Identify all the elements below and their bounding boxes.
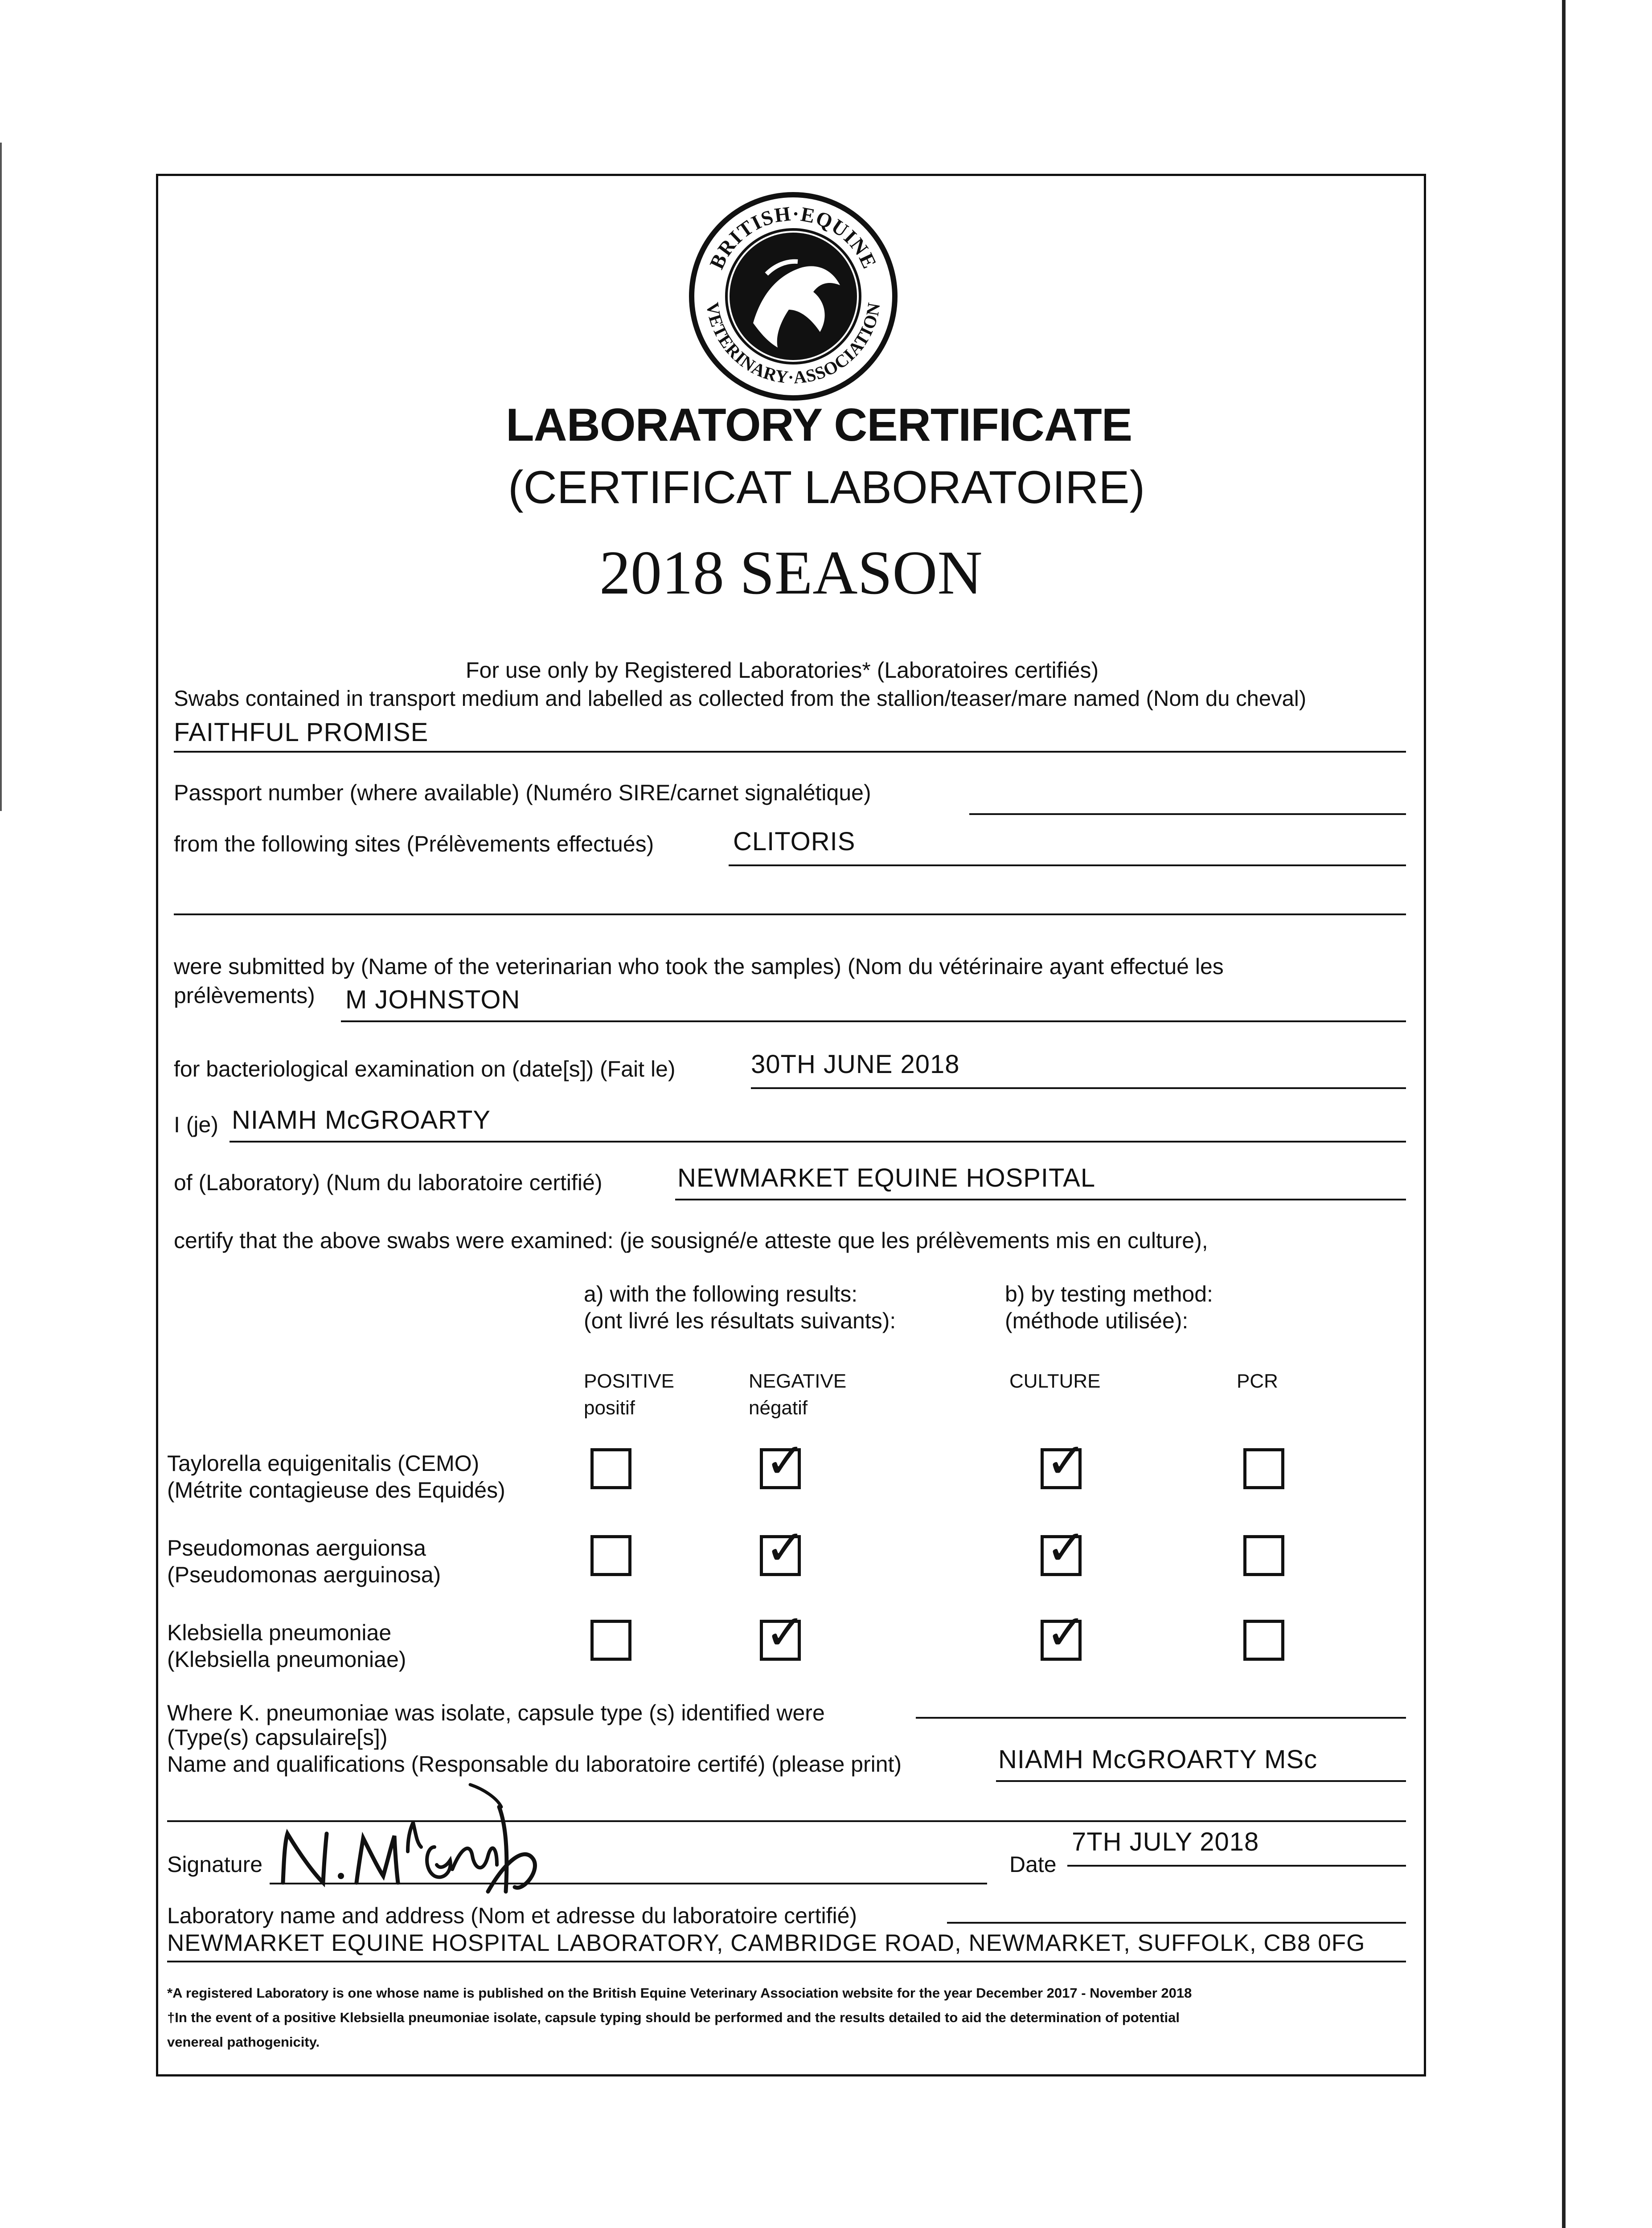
signature-date-label: Date bbox=[1009, 1852, 1057, 1877]
capsule-label-1: Where K. pneumoniae was isolate, capsule type (s) identified were bbox=[167, 1700, 825, 1725]
seal-text-top: BRITISH·EQUINE bbox=[705, 202, 881, 273]
sites-value: CLITORIS bbox=[733, 827, 856, 856]
scan-edge-right bbox=[1562, 0, 1566, 2228]
column-culture: CULTURE bbox=[1009, 1370, 1101, 1392]
results-heading-b-2: (méthode utilisée): bbox=[1005, 1308, 1189, 1333]
sites-line-2 bbox=[174, 913, 1406, 915]
page-title: LABORATORY CERTIFICATE bbox=[506, 399, 1132, 451]
row-1-culture-checkbox[interactable] bbox=[1041, 1432, 1087, 1489]
intro-line-1: For use only by Registered Laboratories* (Laboratoires certifiés) bbox=[466, 658, 1099, 683]
row-2-name-1: Pseudomonas aerguionsa bbox=[167, 1536, 426, 1560]
row-1-positive-checkbox[interactable] bbox=[590, 1448, 631, 1489]
i-label: I (je) bbox=[174, 1112, 218, 1137]
footnote-2: †In the event of a positive Klebsiella pneumoniae isolate, capsule typing should be performed and the results detailed to aid the determination of potential bbox=[167, 2010, 1180, 2025]
row-3-negative-checkbox[interactable] bbox=[760, 1604, 806, 1661]
certifier-name-line bbox=[230, 1141, 1406, 1143]
season-heading: 2018 SEASON bbox=[599, 538, 983, 607]
responsible-line bbox=[996, 1780, 1406, 1782]
results-heading-a-2: (ont livré les résultats suivants): bbox=[584, 1308, 896, 1333]
row-1-name-2: (Métrite contagieuse des Equidés) bbox=[167, 1478, 505, 1503]
row-2-negative-checkbox[interactable] bbox=[760, 1519, 806, 1576]
row-3-name-2: (Klebsiella pneumoniae) bbox=[167, 1647, 406, 1672]
horse-name-line bbox=[174, 751, 1406, 753]
row-1-name-1: Taylorella equigenitalis (CEMO) bbox=[167, 1451, 480, 1476]
vet-value: M JOHNSTON bbox=[345, 985, 521, 1014]
row-2-positive-checkbox[interactable] bbox=[590, 1535, 631, 1576]
vet-line bbox=[341, 1020, 1406, 1022]
signature-date-value: 7TH JULY 2018 bbox=[1072, 1827, 1259, 1856]
row-2-pcr-checkbox[interactable] bbox=[1243, 1535, 1284, 1576]
column-positive-1: POSITIVE bbox=[584, 1370, 674, 1392]
results-heading-a-1: a) with the following results: bbox=[584, 1282, 858, 1306]
address-value: NEWMARKET EQUINE HOSPITAL LABORATORY, CAMBRIDGE ROAD, NEWMARKET, SUFFOLK, CB8 0FG bbox=[167, 1930, 1365, 1956]
column-positive-2: positif bbox=[584, 1397, 635, 1419]
beva-seal-icon bbox=[686, 189, 900, 403]
column-negative-2: négatif bbox=[749, 1397, 808, 1419]
exam-date-value: 30TH JUNE 2018 bbox=[751, 1050, 960, 1079]
sites-line bbox=[729, 864, 1406, 866]
row-3-positive-checkbox[interactable] bbox=[590, 1620, 631, 1661]
horse-name-value: FAITHFUL PROMISE bbox=[174, 718, 429, 747]
check-icon: ✓ bbox=[1045, 1519, 1087, 1576]
check-icon: ✓ bbox=[765, 1432, 806, 1489]
certify-statement: certify that the above swabs were examined: (je sousigné/e atteste que les prélèvements mis en culture), bbox=[174, 1228, 1208, 1253]
row-3-name-1: Klebsiella pneumoniae bbox=[167, 1620, 392, 1645]
row-3-culture-checkbox[interactable] bbox=[1041, 1604, 1087, 1661]
address-label-line bbox=[947, 1922, 1406, 1924]
column-pcr: PCR bbox=[1237, 1370, 1278, 1392]
results-heading-b-1: b) by testing method: bbox=[1005, 1282, 1213, 1306]
certificate-frame bbox=[156, 174, 1426, 2076]
responsible-value: NIAMH McGROARTY MSc bbox=[998, 1745, 1318, 1774]
laboratory-value: NEWMARKET EQUINE HOSPITAL bbox=[677, 1163, 1096, 1192]
row-1-pcr-checkbox[interactable] bbox=[1243, 1448, 1284, 1489]
check-icon: ✓ bbox=[765, 1604, 806, 1661]
intro-line-2: Swabs contained in transport medium and labelled as collected from the stallion/teaser/mare named (Nom du cheval) bbox=[174, 687, 1307, 711]
exam-date-line bbox=[751, 1087, 1406, 1089]
seal-text-bottom: VETERINARY·ASSOCIATION bbox=[702, 301, 884, 388]
column-negative-1: NEGATIVE bbox=[749, 1370, 847, 1392]
responsible-label: Name and qualifications (Responsable du laboratoire certifé) (please print) bbox=[167, 1752, 902, 1777]
page-subtitle: (CERTIFICAT LABORATOIRE) bbox=[508, 462, 1145, 513]
passport-line bbox=[969, 813, 1406, 815]
row-3-pcr-checkbox[interactable] bbox=[1243, 1620, 1284, 1661]
capsule-label-2: (Type(s) capsulaire[s]) bbox=[167, 1725, 388, 1750]
laboratory-line bbox=[675, 1199, 1406, 1200]
row-2-name-2: (Pseudomonas aerguinosa) bbox=[167, 1562, 441, 1587]
exam-date-label: for bacteriological examination on (date[s]) (Fait le) bbox=[174, 1057, 676, 1081]
signature-date-line bbox=[1067, 1865, 1406, 1867]
row-2-culture-checkbox[interactable] bbox=[1041, 1519, 1087, 1576]
capsule-line bbox=[916, 1717, 1406, 1719]
footnote-1: *A registered Laboratory is one whose name is published on the British Equine Veterinary Association website for the year December 2017 - November 2018 bbox=[167, 1985, 1192, 2001]
address-line bbox=[167, 1961, 1406, 1962]
check-icon: ✓ bbox=[765, 1519, 806, 1576]
passport-label: Passport number (where available) (Numéro SIRE/carnet signalétique) bbox=[174, 780, 871, 805]
footnote-3: venereal pathogenicity. bbox=[167, 2034, 320, 2050]
vet-label-1: were submitted by (Name of the veterinarian who took the samples) (Nom du vétérinaire ayant effectué les bbox=[174, 954, 1224, 979]
scan-edge-left bbox=[0, 143, 2, 811]
laboratory-label: of (Laboratory) (Num du laboratoire certifié) bbox=[174, 1170, 603, 1195]
signature-label: Signature bbox=[167, 1852, 263, 1877]
address-label: Laboratory name and address (Nom et adresse du laboratoire certifié) bbox=[167, 1903, 857, 1928]
signature-line bbox=[270, 1883, 987, 1884]
vet-label-2: prélèvements) bbox=[174, 983, 315, 1008]
certifier-name-value: NIAMH McGROARTY bbox=[232, 1106, 491, 1134]
check-icon: ✓ bbox=[1045, 1432, 1087, 1489]
row-1-negative-checkbox[interactable] bbox=[760, 1432, 806, 1489]
check-icon: ✓ bbox=[1045, 1604, 1087, 1661]
sites-label: from the following sites (Prélèvements effectués) bbox=[174, 831, 654, 856]
